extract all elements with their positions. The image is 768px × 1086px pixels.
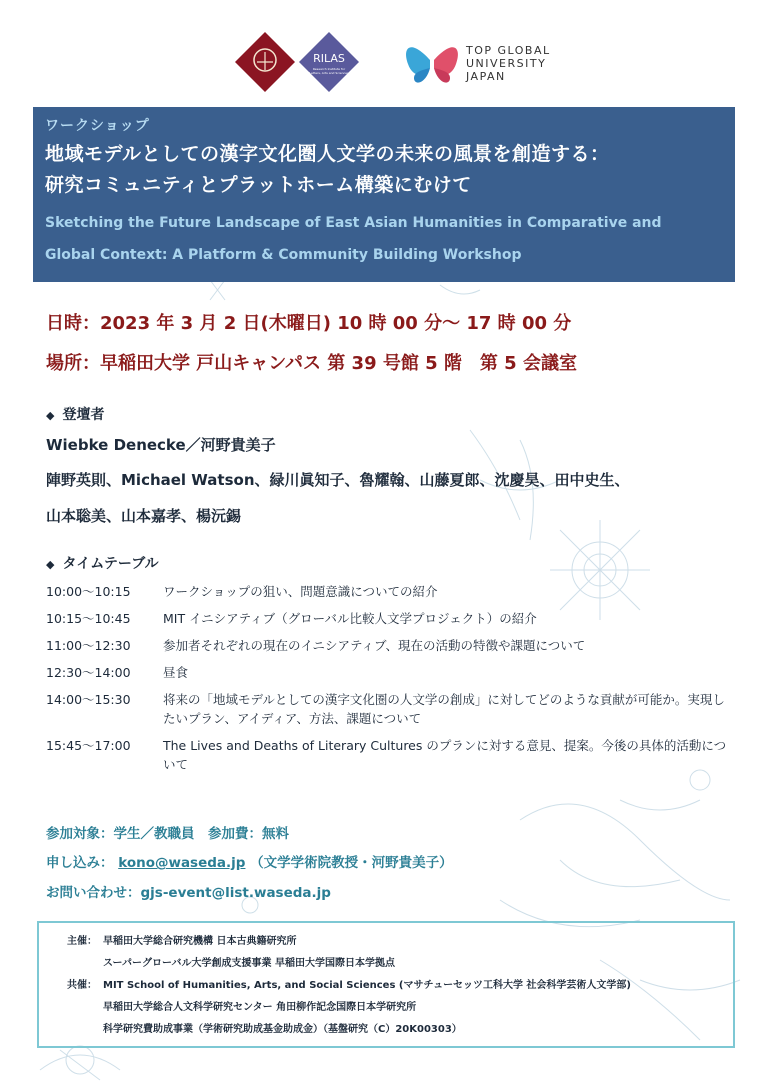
top-global-university-logo xyxy=(400,28,464,92)
cohost-label: 共催： xyxy=(67,980,97,991)
application-note: （文学学術院教授・河野貴美子） xyxy=(250,855,453,871)
logo-bar xyxy=(0,24,768,94)
diamond-bullet-icon: ◆ xyxy=(46,558,55,571)
tgu-line-1: TOP GLOBAL xyxy=(466,44,551,57)
timetable-desc: MIT イニシアティブ（グローバル比較人文学プロジェクト）の紹介 xyxy=(163,611,537,626)
cohost-row-2 xyxy=(49,997,723,1019)
timetable-desc: 昼食 xyxy=(163,665,189,680)
cohost-row xyxy=(49,975,723,997)
timetable-heading-label: タイムテーブル xyxy=(62,556,159,572)
organizers-box xyxy=(37,921,735,1048)
application-info xyxy=(46,851,453,871)
application-label: 申し込み： xyxy=(46,855,114,871)
host-1: 早稲田大学総合研究機構 日本古典籍研究所 xyxy=(103,936,297,947)
english-title-line-1: Sketching the Future Landscape of East Asian Humanities in Comparative and xyxy=(45,215,662,231)
application-email-link[interactable]: kono@waseda.jp xyxy=(118,855,246,871)
diamond-bullet-icon: ◆ xyxy=(46,409,55,422)
timetable-time: 15:45～17:00 xyxy=(46,738,131,753)
timetable-time: 11:00～12:30 xyxy=(46,638,131,653)
japanese-title-line-2: 研究コミュニティとプラットホーム構築にむけて xyxy=(45,174,472,196)
timetable-row xyxy=(46,663,736,682)
timetable-desc: 参加者それぞれの現在のイニシアティブ、現在の活動の特徴や課題について xyxy=(163,638,586,653)
english-title xyxy=(45,207,723,271)
tgu-line-3: JAPAN xyxy=(466,70,506,83)
cohost-row-3 xyxy=(49,1019,723,1041)
cohost-2: 早稲田大学総合人文科学研究センター 角田柳作記念国際日本学研究所 xyxy=(103,1002,417,1013)
speakers-line-2: 陣野英則、Michael Watson、緑川眞知子、魯耀翰、山藤夏郎、沈慶昊、田中史生、 xyxy=(46,471,630,489)
rilas-logo xyxy=(297,30,361,94)
timetable-desc: 将来の「地域モデルとしての漢字文化圏の人文学の創成」に対してどのような貢献が可能か。実現したいプラン、アイディア、方法、課題について xyxy=(163,692,725,726)
timetable xyxy=(46,582,736,782)
english-title-line-2: Global Context: A Platform & Community Building Workshop xyxy=(45,247,522,263)
svg-text:Letters, Arts and Sciences: Letters, Arts and Sciences xyxy=(309,71,349,75)
timetable-row xyxy=(46,582,736,601)
speakers-line-1: Wiebke Denecke／河野貴美子 xyxy=(46,436,276,454)
svg-text:Research Institute for: Research Institute for xyxy=(312,67,346,71)
host-label: 主催： xyxy=(67,936,97,947)
title-banner xyxy=(33,107,735,282)
event-kicker: ワークショップ xyxy=(45,118,150,134)
japanese-title xyxy=(45,139,723,201)
timetable-time: 10:00～10:15 xyxy=(46,584,131,599)
timetable-desc: The Lives and Deaths of Literary Cultures のプランに対する意見、提案。今後の具体的活動について xyxy=(163,738,727,772)
timetable-time: 14:00～15:30 xyxy=(46,692,131,707)
timetable-row xyxy=(46,636,736,655)
rilas-logo-text: RILAS xyxy=(313,52,345,65)
speakers-line-3: 山本聡美、山本嘉孝、楊沅錫 xyxy=(46,507,242,525)
speakers-heading-label: 登壇者 xyxy=(62,407,105,423)
contact-email[interactable]: gjs-event@list.waseda.jp xyxy=(140,885,331,901)
event-place: 場所：早稲田大学 戸山キャンパス 第 39 号館 5 階 第 5 会議室 xyxy=(46,353,577,374)
waseda-logo xyxy=(233,30,297,94)
timetable-row xyxy=(46,736,736,774)
participation-info: 参加対象：学生／教職員 参加費：無料 xyxy=(46,826,289,842)
contact-label: お問い合わせ： xyxy=(46,885,141,901)
timetable-desc: ワークショップの狙い、問題意識についての紹介 xyxy=(163,584,438,599)
cohost-3: 科学研究費助成事業（学術研究助成基金助成金）（基盤研究（C）20K00303） xyxy=(103,1024,462,1035)
host-2: スーパーグローバル大学創成支援事業 早稲田大学国際日本学拠点 xyxy=(103,958,395,969)
timetable-time: 10:15～10:45 xyxy=(46,611,131,626)
host-row-2 xyxy=(49,953,723,975)
event-date: 日時：2023 年 3 月 2 日(木曜日) 10 時 00 分～ 17 時 00 分 xyxy=(46,313,572,334)
speakers-heading xyxy=(46,404,104,424)
timetable-heading xyxy=(46,553,159,573)
timetable-row xyxy=(46,609,736,628)
contact-info xyxy=(46,881,331,901)
timetable-time: 12:30～14:00 xyxy=(46,665,131,680)
host-row xyxy=(49,931,723,953)
tgu-wordmark xyxy=(466,44,551,83)
cohost-1: MIT School of Humanities, Arts, and Social Sciences (マサチューセッツ工科大学 社会科学芸術人文学部) xyxy=(103,980,632,991)
tgu-line-2: UNIVERSITY xyxy=(466,57,547,70)
timetable-row xyxy=(46,690,736,728)
japanese-title-line-1: 地域モデルとしての漢字文化圏人文学の未来の風景を創造する： xyxy=(45,143,610,165)
